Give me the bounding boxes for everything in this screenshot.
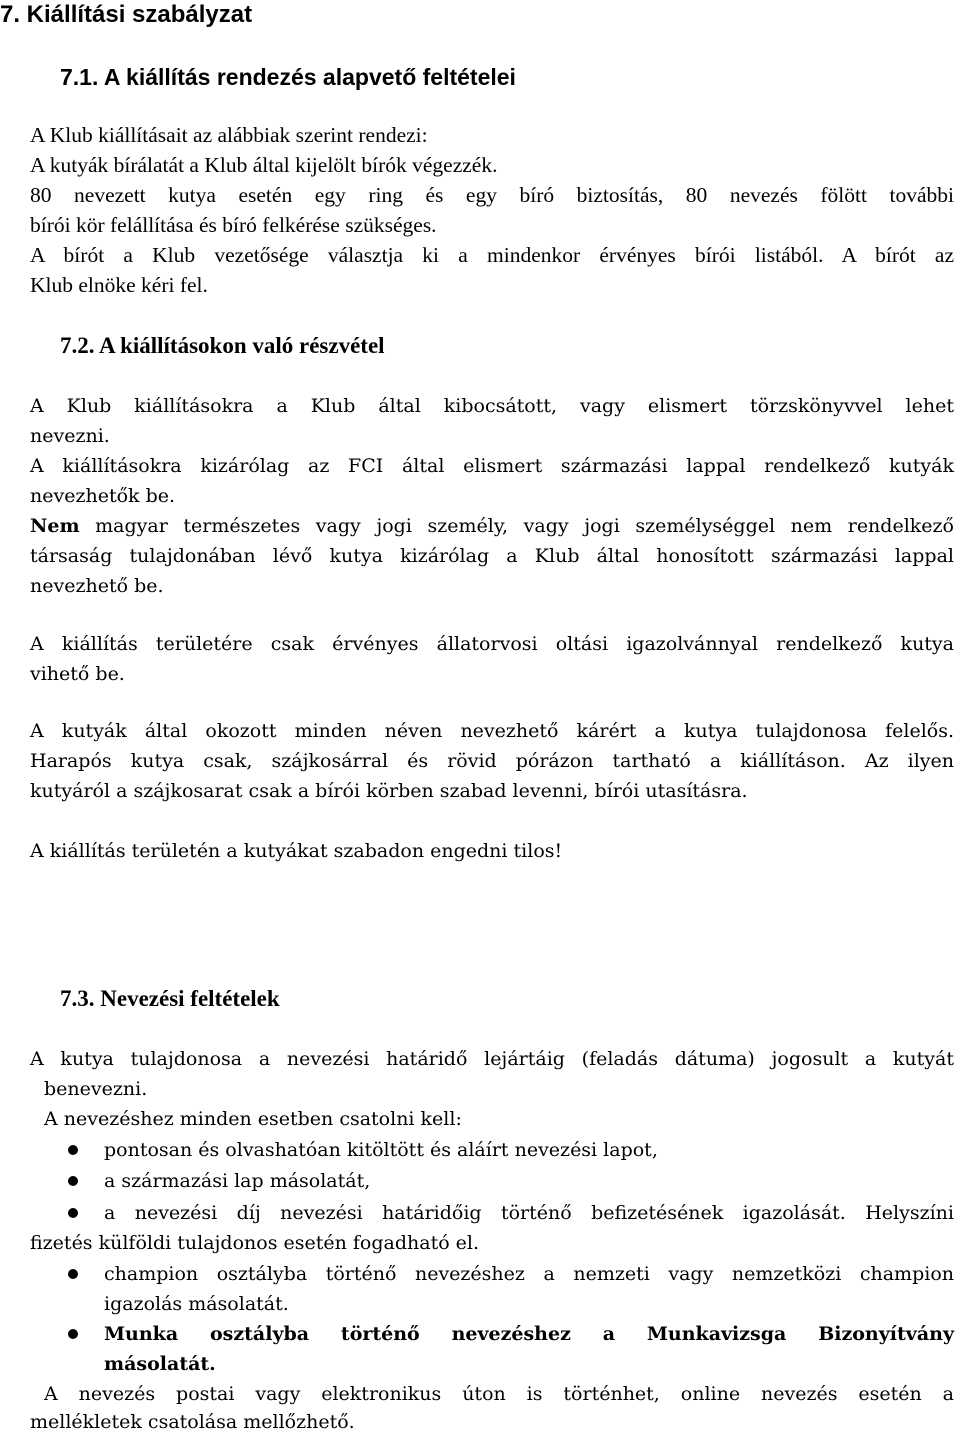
section-7-2-title: 7.2. A kiállításokon való részvétel (60, 333, 385, 358)
bullet-icon (68, 1208, 78, 1218)
s72-p5-line: kutyáról a szájkosarat csak a bírói körben szabad levenni, bírói utasításra. (30, 780, 748, 802)
section-7-1-title: 7.1. A kiállítás rendezés alapvető feltételei (60, 64, 516, 90)
s72-p5-line: A kutyák által okozott minden néven nevezhető kárért a kutya tulajdonosa felelős. (30, 720, 954, 742)
s71-line: 80 nevezett kutya esetén egy ring és egy bíró biztosítás, 80 nevezés fölött további (30, 183, 954, 207)
s73-intro: A nevezéshez minden esetben csatolni kell: (44, 1108, 462, 1130)
s73-last-line: A nevezés postai vagy elektronikus úton is történhet, online nevezés esetén a (44, 1383, 954, 1405)
s71-line: A Klub kiállításait az alábbiak szerint rendezi: (30, 123, 428, 147)
list-item: champion osztályba történő nevezéshez a nemzeti vagy nemzetközi champion (104, 1263, 954, 1285)
s72-p4-line: vihető be. (30, 663, 125, 685)
list-item: pontosan és olvashatóan kitöltött és aláírt nevezési lapot, (104, 1139, 658, 1161)
s72-p5-line: Harapós kutya csak, szájkosárral és rövid pórázon tartható a kiállításon. Az ilyen (30, 750, 954, 772)
s72-p3-line: nevezhető be. (30, 575, 164, 597)
s71-line: Klub elnöke kéri fel. (30, 273, 208, 297)
s72-p2-line: A kiállításokra kizárólag az FCI által elismert származási lappal rendelkező kutyák (30, 455, 954, 477)
s73-p1-line: benevezni. (44, 1078, 148, 1100)
s71-line: A kutyák bírálatát a Klub által kijelölt bírók végezzék. (30, 153, 498, 177)
s72-p3-line: társaság tulajdonában lévő kutya kizárólag a Klub által honosított származási lappal (30, 545, 954, 567)
section-7-3-title: 7.3. Nevezési feltételek (60, 986, 280, 1011)
s71-line: A bírót a Klub vezetősége választja ki a mindenkor érvényes bírói listából. A bírót az (30, 243, 954, 267)
chapter-heading: 7. Kiállítási szabályzat (0, 1, 253, 28)
s72-p3-line: Nem magyar természetes vagy jogi személy, vagy jogi személységgel nem rendelkező (30, 515, 954, 537)
s72-p2-line: nevezhetők be. (30, 485, 176, 507)
s73-p1-line: A kutya tulajdonosa a nevezési határidő lejártáig (feladás dátuma) jogosult a kutyát (30, 1048, 954, 1070)
bullet-icon (68, 1329, 78, 1339)
bullet-icon (68, 1176, 78, 1186)
s72-p6-line: A kiállítás területén a kutyákat szabadon engedni tilos! (30, 840, 563, 862)
s73-last-line: mellékletek csatolása mellőzhető. (30, 1411, 355, 1433)
s71-line: bírói kör felállítása és bíró felkérése szükséges. (30, 213, 437, 237)
s72-p1-line: nevezni. (30, 425, 110, 447)
list-item: a nevezési díj nevezési határidőig történő befizetésének igazolását. Helyszíni (104, 1202, 954, 1224)
list-item-bold: másolatát. (104, 1353, 216, 1375)
list-item: a származási lap másolatát, (104, 1170, 371, 1192)
list-item-continuation: fizetés külföldi tulajdonos esetén fogadható el. (30, 1232, 480, 1254)
s72-p4-line: A kiállítás területére csak érvényes állatorvosi oltási igazolvánnyal rendelkező kutya (30, 633, 954, 655)
bullet-icon (68, 1269, 78, 1279)
s72-p1-line: A Klub kiállításokra a Klub által kibocsátott, vagy elismert törzskönyvvel lehet (30, 395, 954, 417)
list-item: igazolás másolatát. (104, 1293, 289, 1315)
list-item-bold: Munka osztályba történő nevezéshez a Munkavizsga Bizonyítvány (104, 1323, 954, 1345)
emphasis-nem: Nem (30, 515, 80, 537)
bullet-icon (68, 1145, 78, 1155)
